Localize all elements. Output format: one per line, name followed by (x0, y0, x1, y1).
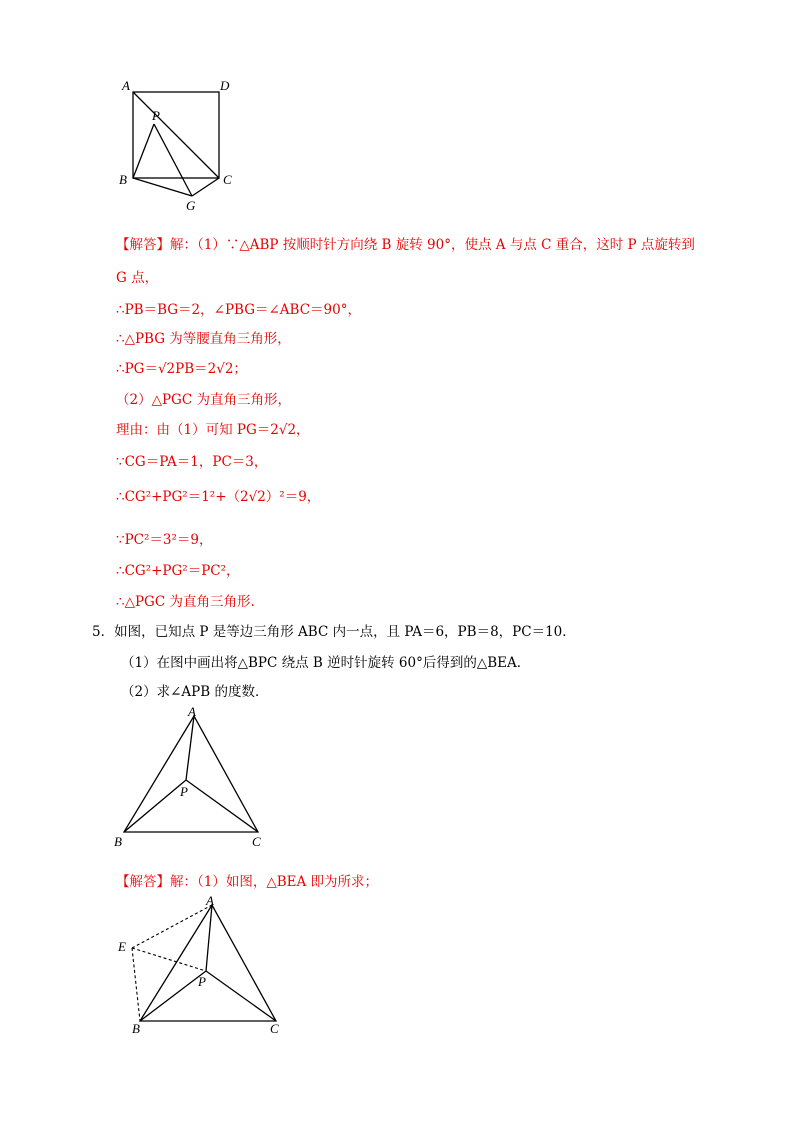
solution1-line-12: ∴△PGC 为直角三角形. (116, 594, 255, 610)
label-a: A (188, 704, 196, 719)
solution1-line-8: ∵CG＝PA＝1，PC＝3， (116, 454, 268, 470)
solution1-line-5: ∴PG＝√2PB＝2√2； (116, 361, 247, 377)
label-b: B (114, 834, 122, 849)
solution1-line-3: ∴PB＝BG＝2，∠PBG＝∠ABC＝90°， (116, 302, 361, 318)
solution1-line-6: （2）△PGC 为直角三角形， (116, 392, 291, 408)
solution1-line-7: 理由：由（1）可知 PG＝2√2， (116, 422, 310, 438)
label-d: D (220, 78, 230, 93)
figure-triangle-abc (110, 704, 280, 850)
label-a: A (122, 78, 130, 93)
label-p: P (152, 108, 160, 123)
label-c: C (270, 1021, 279, 1035)
solution1-line-4: ∴△PBG 为等腰直角三角形， (116, 331, 291, 347)
solution1-line-10: ∵PC²＝3²＝9， (116, 532, 213, 548)
solution1-line-2: G 点， (116, 270, 159, 286)
figure-triangle-rotation (110, 893, 290, 1035)
label-b: B (132, 1021, 140, 1035)
figure-square-abcd (110, 74, 240, 214)
problem5-stem: 5．如图，已知点 P 是等边三角形 ABC 内一点，且 PA＝6，PB＝8，PC＝10． (92, 624, 576, 640)
label-p: P (180, 784, 188, 799)
problem5-question-2: （2）求∠APB 的度数． (121, 684, 269, 700)
label-g: G (186, 198, 196, 213)
solution1-line-1: 【解答】解：（1）∵△ABP 按顺时针方向绕 B 旋转 90°，使点 A 与点 C 重合，这时 P 点旋转到 (116, 237, 695, 253)
label-c: C (252, 834, 261, 849)
problem5-question-1: （1）在图中画出将△BPC 绕点 B 逆时针旋转 60°后得到的△BEA． (121, 655, 531, 671)
solution1-line-9: ∴CG²+PG²＝1²+（2√2）²＝9， (116, 489, 321, 505)
solution1-line-11: ∴CG²+PG²＝PC²， (116, 563, 240, 579)
label-p: P (198, 974, 206, 989)
solution5-line-1: 【解答】解：（1）如图，△BEA 即为所求； (116, 874, 379, 890)
label-e: E (118, 939, 126, 954)
label-a: A (206, 893, 214, 908)
label-b: B (119, 172, 127, 187)
label-c: C (223, 172, 232, 187)
